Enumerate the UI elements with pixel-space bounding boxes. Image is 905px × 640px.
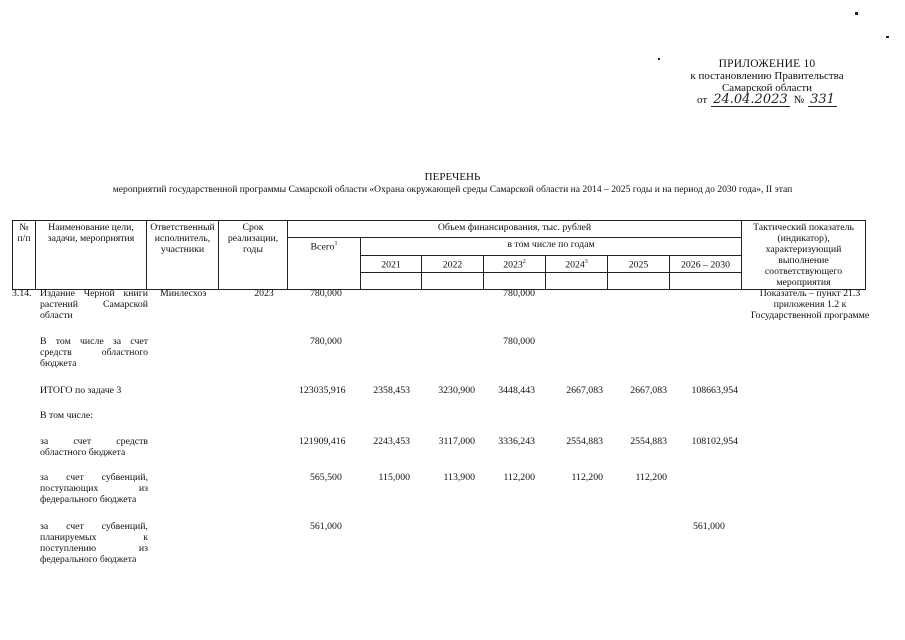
header-num: № п/п [13, 221, 36, 290]
header-by-years: в том числе по годам [361, 238, 742, 256]
date-prefix: от [697, 94, 708, 106]
row-name: Издание Черной книги растений Самарской области [40, 288, 148, 321]
row-total: 780,000 [310, 336, 342, 347]
header-total: Всего$^1$ [288, 238, 361, 290]
row-total: 123035,916 [299, 385, 346, 396]
row-y2023: 3448,443 [498, 385, 535, 396]
funding-table-header [12, 220, 866, 290]
date-line [667, 94, 867, 107]
number-prefix: № [793, 94, 805, 106]
header-year-2026-2030: 2026 – 2030 [670, 256, 742, 273]
row-indicator: Показатель – пункт 21.3 приложения 1.2 к Государственной программе [750, 288, 870, 321]
row-y2023: 780,000 [503, 288, 535, 299]
header-year-2021: 2021 [361, 256, 422, 273]
header-year-spacer [670, 273, 742, 290]
row-y2026-2030: 108663,954 [691, 385, 738, 396]
appendix-block [667, 58, 867, 107]
header-year-spacer [361, 273, 422, 290]
date-handwritten: 24.04.2023 [713, 92, 788, 107]
row-y2022: 3117,000 [438, 436, 475, 447]
appendix-line2: к постановлению Правительства [690, 70, 844, 82]
row-y2023: 3336,243 [498, 436, 535, 447]
row-name: за счет субвенций, планируемых к поступлению из федерального бюджета [40, 521, 148, 565]
row-y2024: 2667,083 [566, 385, 603, 396]
row-executor: Минлесхоз [160, 288, 207, 299]
header-year-spacer [546, 273, 608, 290]
row-y2023: 112,200 [503, 472, 535, 483]
row-y2021: 2243,453 [373, 436, 410, 447]
header-funding: Объем финансирования, тыс. рублей [288, 221, 742, 238]
document-subtitle: мероприятий государственной программы Самарской области «Охрана окружающей среды Самарской области на 2014 – 2025 годы и на период до 2030 года», II этап [112, 184, 793, 195]
row-total: 565,500 [310, 472, 342, 483]
row-y2024: 112,200 [571, 472, 603, 483]
document-title: ПЕРЕЧЕНЬ [424, 171, 481, 183]
row-y2026-2030: 561,000 [693, 521, 725, 532]
appendix-title: ПРИЛОЖЕНИЕ 10 [718, 58, 816, 70]
row-y2025: 112,200 [635, 472, 667, 483]
scan-speck [658, 58, 660, 60]
header-name: Наименование цели, задачи, мероприятия [36, 221, 147, 290]
scan-speck [855, 12, 858, 15]
header-indicator: Тактический показатель (индикатор), характеризующий выполнение соответствующего мероприятия [742, 221, 866, 290]
row-y2022: 3230,900 [438, 385, 475, 396]
header-year-2025: 2025 [608, 256, 670, 273]
row-y2023: 780,000 [503, 336, 535, 347]
row-y2022: 113,900 [443, 472, 475, 483]
header-executor: Ответственный исполнитель, участники [147, 221, 219, 290]
header-term: Срок реализации, годы [219, 221, 288, 290]
scan-speck [886, 36, 889, 38]
row-y2021: 115,000 [378, 472, 410, 483]
header-year-2024: 2024$^3$ [546, 256, 608, 273]
row-total: 561,000 [310, 521, 342, 532]
header-year-spacer [608, 273, 670, 290]
row-total: 780,000 [310, 288, 342, 299]
number-handwritten: 331 [810, 92, 835, 107]
row-y2025: 2554,883 [630, 436, 667, 447]
header-year-2022: 2022 [422, 256, 484, 273]
row-y2026-2030: 108102,954 [691, 436, 738, 447]
header-year-2023: 2023$^2$ [484, 256, 546, 273]
row-name: В том числе: [40, 410, 93, 421]
row-y2024: 2554,883 [566, 436, 603, 447]
row-total: 121909,416 [299, 436, 346, 447]
row-y2025: 2667,083 [630, 385, 667, 396]
appendix-line3: Самарской области [721, 82, 813, 94]
row-name: В том числе за счет средств областного бюджета [40, 336, 148, 369]
row-term: 2023 [254, 288, 274, 299]
row-name: за счет средств областного бюджета [40, 436, 148, 458]
row-y2021: 2358,453 [373, 385, 410, 396]
row-name: за счет субвенций, поступающих из федерального бюджета [40, 472, 148, 505]
header-year-spacer [422, 273, 484, 290]
header-year-spacer [484, 273, 546, 290]
row-name: ИТОГО по задаче 3 [40, 385, 122, 396]
row-num: 3.14. [12, 288, 32, 299]
